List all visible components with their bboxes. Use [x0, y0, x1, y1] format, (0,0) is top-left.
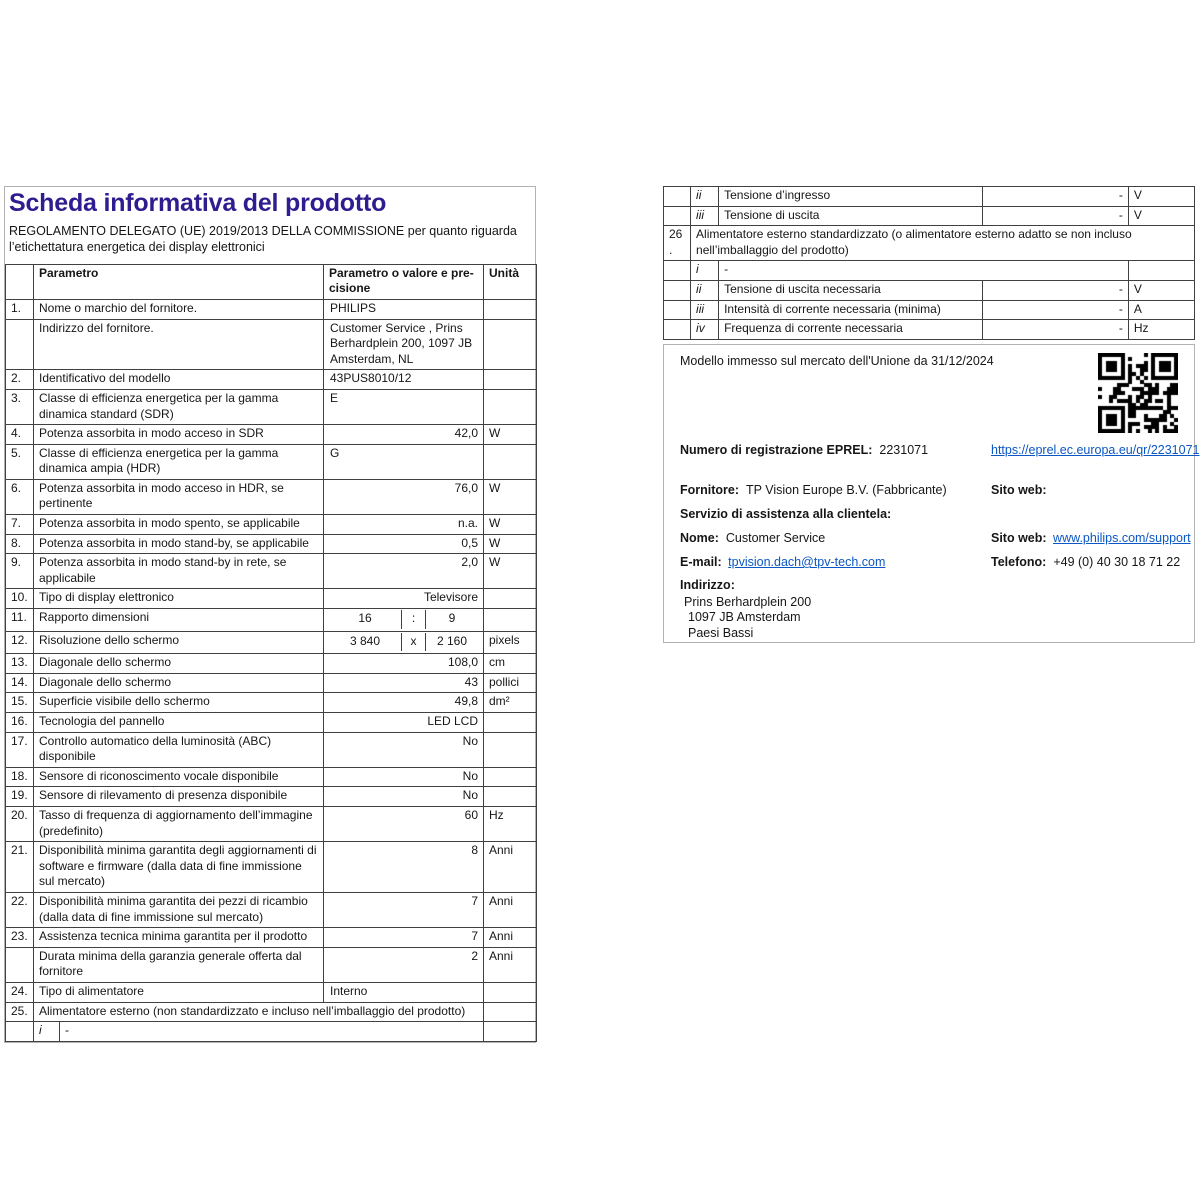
table-row: [6, 631, 537, 654]
row-number: 3.: [6, 389, 34, 424]
row-label: Superficie visibile dello schermo: [34, 693, 324, 713]
row-label: Potenza assorbita in modo acceso in SDR: [34, 425, 324, 445]
row-label: Potenza assorbita in modo stand-by, se applicabile: [34, 534, 324, 554]
table-row: [6, 425, 537, 445]
row-value-split: [324, 631, 484, 654]
row-number: 9.: [6, 554, 34, 589]
row-unit: V: [1128, 280, 1194, 300]
row-unit: [484, 713, 537, 733]
row-unit: cm: [484, 654, 537, 674]
eprel-registration-row: [680, 442, 928, 458]
col-header-valore: Parametro o valore e pre-cisione: [324, 264, 484, 299]
row-unit: [484, 444, 537, 479]
row-value: 49,8: [324, 693, 484, 713]
row-number: [6, 319, 34, 370]
row-label: Durata minima della garanzia generale offerta dal fornitore: [34, 947, 324, 982]
table-row: [664, 206, 1195, 226]
row-unit: [484, 370, 537, 390]
row-value: G: [324, 444, 484, 479]
fornitore-value: TP Vision Europe B.V. (Fabbricante): [746, 483, 947, 497]
eprel-link[interactable]: https://eprel.ec.europa.eu/qr/2231071: [991, 443, 1200, 457]
table-row: [6, 299, 537, 319]
row-value: -: [982, 280, 1128, 300]
row-unit: V: [1128, 187, 1194, 207]
row-number: 6.: [6, 479, 34, 514]
table-row: [6, 928, 537, 948]
telefono-label: Telefono:: [991, 555, 1047, 569]
row-unit: dm²: [484, 693, 537, 713]
split-value: x: [401, 633, 426, 652]
row-label: Potenza assorbita in modo stand-by in rete, se applicabile: [34, 554, 324, 589]
row-value: -: [982, 187, 1128, 207]
row-number: 4.: [6, 425, 34, 445]
row-unit: pixels: [484, 631, 537, 654]
table-row: [6, 806, 537, 841]
address-line: Paesi Bassi: [688, 626, 754, 640]
philips-support-link[interactable]: www.philips.com/support: [1053, 531, 1191, 545]
row-subindex: i: [691, 261, 719, 281]
product-parameters-table: [5, 264, 537, 1042]
table-row: [6, 554, 537, 589]
sito-web2-label: Sito web:: [991, 531, 1047, 545]
row-number: [664, 261, 691, 281]
table-row: [6, 370, 537, 390]
table-row: [6, 609, 537, 632]
table-row: [6, 515, 537, 535]
row-value: 43: [324, 673, 484, 693]
row-label: Assistenza tecnica minima garantita per il prodotto: [34, 928, 324, 948]
row-unit: W: [484, 479, 537, 514]
row-number: 19.: [6, 787, 34, 807]
eprel-link-wrap: [991, 442, 1200, 458]
row-label: Identificativo del modello: [34, 370, 324, 390]
table-row: [6, 947, 537, 982]
row-number: 24.: [6, 982, 34, 1002]
row-label: Disponibilità minima garantita dei pezzi di ricambio (dalla data di fine immissione sul mercato): [34, 892, 324, 927]
table-row: [6, 479, 537, 514]
row-number: 21.: [6, 842, 34, 893]
row-value: 2: [324, 947, 484, 982]
row-subindex: iii: [691, 206, 719, 226]
telefono-value: +49 (0) 40 30 18 71 22: [1053, 555, 1181, 569]
row-unit: [484, 319, 537, 370]
row-label: Tensione di uscita: [719, 206, 982, 226]
email-link[interactable]: tpvision.dach@tpv-tech.com: [728, 555, 886, 569]
row-value: No: [324, 787, 484, 807]
row-value: 8: [324, 842, 484, 893]
row-number: 13.: [6, 654, 34, 674]
row-number: 15.: [6, 693, 34, 713]
page-subtitle: REGOLAMENTO DELEGATO (UE) 2019/2013 DELLA COMMISSIONE per quanto riguarda l’etichettatura energetica dei display elettronici: [9, 223, 517, 255]
nome-label: Nome:: [680, 531, 719, 545]
table-row: [6, 842, 537, 893]
address-line: Prins Berhardplein 200: [684, 595, 812, 609]
row-unit: W: [484, 425, 537, 445]
row-value: 76,0: [324, 479, 484, 514]
fornitore-label: Fornitore:: [680, 483, 740, 497]
row-unit: A: [1128, 300, 1194, 320]
sito-web-label: Sito web:: [991, 483, 1047, 497]
row-unit: Anni: [484, 892, 537, 927]
row-number: 10.: [6, 589, 34, 609]
row-value: 60: [324, 806, 484, 841]
row-value: 0,5: [324, 534, 484, 554]
row-label: Sensore di rilevamento di presenza disponibile: [34, 787, 324, 807]
row-label: Tasso di frequenza di aggiornamento dell’immagine (predefinito): [34, 806, 324, 841]
row-label: Tensione d’ingresso: [719, 187, 982, 207]
table-row: [6, 787, 537, 807]
row-unit: [484, 389, 537, 424]
table-row: [6, 767, 537, 787]
row-label: Tipo di alimentatore: [34, 982, 324, 1002]
table-row: [6, 1002, 537, 1022]
row-unit: [484, 609, 537, 632]
row-label: Potenza assorbita in modo acceso in HDR, se pertinente: [34, 479, 324, 514]
row-number: 26.: [664, 226, 691, 261]
row-value: Customer Service , Prins Berhardplein 200, 1097 JB Amsterdam, NL: [324, 319, 484, 370]
table-row: [664, 226, 1195, 261]
row-unit: V: [1128, 206, 1194, 226]
col-header-unita: Unità: [484, 264, 537, 299]
row-label: Alimentatore esterno (non standardizzato e incluso nell’imballaggio del prodotto): [34, 1002, 484, 1022]
row-label: Tipo di display elettronico: [34, 589, 324, 609]
row-value: No: [324, 767, 484, 787]
sito-web-row: [991, 482, 1047, 498]
indirizzo-label: Indirizzo:: [680, 578, 735, 592]
qr-code: [1098, 353, 1178, 433]
row-unit: [1128, 261, 1194, 281]
fornitore-row: [680, 482, 947, 498]
row-label: Controllo automatico della luminosità (ABC) disponibile: [34, 732, 324, 767]
row-subindex: ii: [691, 280, 719, 300]
split-value: 2 160: [436, 633, 468, 648]
row-unit: Hz: [1128, 320, 1194, 340]
row-value: -: [60, 1022, 484, 1042]
table-row: [6, 389, 537, 424]
eprel-label: Numero di registrazione EPREL:: [680, 443, 873, 457]
row-number: 23.: [6, 928, 34, 948]
row-label: Disponibilità minima garantita degli aggiornamenti di software e firmware (dalla data di fine immissione sul mercato): [34, 842, 324, 893]
table-row: [6, 319, 537, 370]
row-value: 7: [324, 928, 484, 948]
row-number: 17.: [6, 732, 34, 767]
row-unit: [484, 1002, 537, 1022]
table-row: [6, 713, 537, 733]
row-value: PHILIPS: [324, 299, 484, 319]
table-row: [6, 693, 537, 713]
row-number: [664, 187, 691, 207]
row-number: 14.: [6, 673, 34, 693]
row-number: 11.: [6, 609, 34, 632]
row-unit: Anni: [484, 947, 537, 982]
split-value: 16: [358, 611, 372, 626]
row-value: -: [982, 206, 1128, 226]
row-label: Risoluzione dello schermo: [34, 631, 324, 654]
telefono-row: [991, 554, 1180, 570]
page-title: Scheda informativa del prodotto: [9, 189, 387, 217]
split-value: :: [401, 610, 426, 629]
row-unit: [484, 732, 537, 767]
market-intro-text: Modello immesso sul mercato dell'Unione da 31/12/2024: [680, 354, 994, 368]
row-label: Potenza assorbita in modo spento, se applicabile: [34, 515, 324, 535]
row-label: Diagonale dello schermo: [34, 673, 324, 693]
row-label: Frequenza di corrente necessaria: [719, 320, 982, 340]
row-number: 5.: [6, 444, 34, 479]
row-number: 25.: [6, 1002, 34, 1022]
table-row: [664, 300, 1195, 320]
row-number: 18.: [6, 767, 34, 787]
row-value: -: [982, 320, 1128, 340]
row-label: Alimentatore esterno standardizzato (o alimentatore esterno adatto se non incluso nell’imballaggio del prodotto): [691, 226, 1195, 261]
row-value: 108,0: [324, 654, 484, 674]
col-header-parametro: Parametro: [34, 264, 324, 299]
row-subindex: iv: [691, 320, 719, 340]
row-value: LED LCD: [324, 713, 484, 733]
table-header-row: [6, 264, 537, 299]
row-number: 2.: [6, 370, 34, 390]
row-number: 22.: [6, 892, 34, 927]
table-row: [6, 892, 537, 927]
row-unit: Anni: [484, 842, 537, 893]
row-value: 7: [324, 892, 484, 927]
row-unit: [484, 982, 537, 1002]
row-label: Diagonale dello schermo: [34, 654, 324, 674]
table-row: [6, 732, 537, 767]
row-number: 16.: [6, 713, 34, 733]
row-value: Interno: [324, 982, 484, 1002]
row-value-split: [324, 609, 484, 632]
row-label: Tensione di uscita necessaria: [719, 280, 982, 300]
continuation-table-block: [663, 186, 1195, 340]
row-number: 1.: [6, 299, 34, 319]
table-row: [6, 534, 537, 554]
row-value: No: [324, 732, 484, 767]
row-unit: W: [484, 534, 537, 554]
row-value: Televisore: [324, 589, 484, 609]
address-line: 1097 JB Amsterdam: [688, 610, 801, 624]
split-value: 9: [448, 611, 456, 626]
row-label: Nome o marchio del fornitore.: [34, 299, 324, 319]
table-row: [664, 261, 1195, 281]
row-unit: [484, 787, 537, 807]
market-info-box: [663, 344, 1200, 643]
table-row: [6, 1022, 537, 1042]
row-label: Rapporto dimensioni: [34, 609, 324, 632]
sito-web2-row: [991, 530, 1191, 546]
nome-row: [680, 530, 825, 546]
row-number: [664, 300, 691, 320]
table-row: [664, 187, 1195, 207]
row-number: 12.: [6, 631, 34, 654]
table-row: [6, 673, 537, 693]
email-label: E-mail:: [680, 555, 722, 569]
product-sheet-block: [4, 186, 536, 1043]
row-subindex: iii: [691, 300, 719, 320]
row-value: 42,0: [324, 425, 484, 445]
eprel-value: 2231071: [879, 443, 929, 457]
row-unit: Anni: [484, 928, 537, 948]
table-row: [6, 654, 537, 674]
col-header-number: [6, 264, 34, 299]
row-label: Intensità di corrente necessaria (minima): [719, 300, 982, 320]
row-value: 2,0: [324, 554, 484, 589]
table-row: [664, 280, 1195, 300]
split-value: 3 840: [349, 633, 381, 648]
row-unit: W: [484, 554, 537, 589]
row-unit: [484, 1022, 537, 1042]
row-value: 43PUS8010/12: [324, 370, 484, 390]
row-number: 8.: [6, 534, 34, 554]
row-unit: [484, 589, 537, 609]
row-number: [6, 947, 34, 982]
row-value: n.a.: [324, 515, 484, 535]
nome-value: Customer Service: [725, 531, 826, 545]
row-subindex: i: [34, 1022, 60, 1042]
row-unit: pollici: [484, 673, 537, 693]
row-unit: W: [484, 515, 537, 535]
row-number: [664, 206, 691, 226]
service-heading: Servizio di assistenza alla clientela:: [680, 507, 892, 521]
row-unit: Hz: [484, 806, 537, 841]
row-value: -: [719, 261, 1129, 281]
row-label: Classe di efficienza energetica per la gamma dinamica standard (SDR): [34, 389, 324, 424]
table-row: [6, 589, 537, 609]
row-subindex: ii: [691, 187, 719, 207]
table-row: [6, 444, 537, 479]
continuation-table: [663, 186, 1195, 340]
row-label: Classe di efficienza energetica per la gamma dinamica ampia (HDR): [34, 444, 324, 479]
row-unit: [484, 299, 537, 319]
row-value: E: [324, 389, 484, 424]
row-number: [664, 320, 691, 340]
table-row: [6, 982, 537, 1002]
row-label: Sensore di riconoscimento vocale disponibile: [34, 767, 324, 787]
row-number: 7.: [6, 515, 34, 535]
row-label: Indirizzo del fornitore.: [34, 319, 324, 370]
table-row: [664, 320, 1195, 340]
row-number: 20.: [6, 806, 34, 841]
email-row: [680, 554, 885, 570]
row-unit: [484, 767, 537, 787]
row-value: -: [982, 300, 1128, 320]
row-number: [6, 1022, 34, 1042]
row-label: Tecnologia del pannello: [34, 713, 324, 733]
row-number: [664, 280, 691, 300]
